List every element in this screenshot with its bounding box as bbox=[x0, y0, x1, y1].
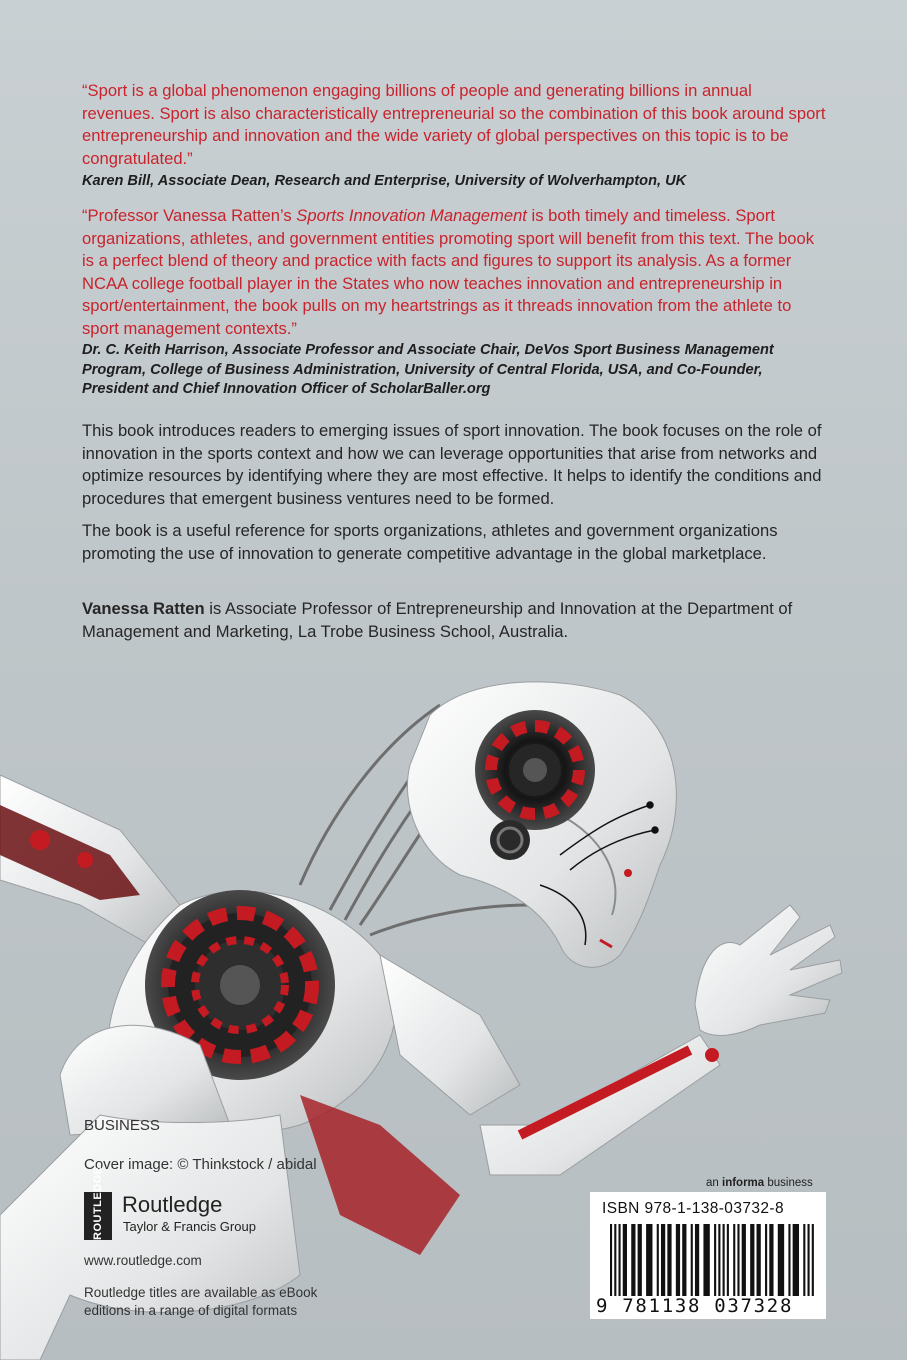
barcode-bar bbox=[793, 1224, 799, 1296]
description-paragraph-2: The book is a useful reference for sports organizations, athletes and government organizations promoting the use of innovation to generate competitive advantage in the global marketplace. bbox=[82, 521, 778, 563]
barcode-bar bbox=[812, 1224, 814, 1296]
barcode-bar bbox=[727, 1224, 729, 1296]
barcode-bar bbox=[703, 1224, 709, 1296]
endorsement-attribution-1: Karen Bill, Associate Dean, Research and Enterprise, University of Wolverhampton, UK bbox=[82, 173, 687, 189]
informa-suffix: business bbox=[764, 1177, 813, 1189]
quote-2-intro: “Professor Vanessa Ratten’s bbox=[82, 206, 297, 225]
barcode-bar bbox=[757, 1224, 761, 1296]
barcode-bar bbox=[733, 1224, 735, 1296]
barcode-bar bbox=[631, 1224, 635, 1296]
publisher-logo bbox=[84, 1166, 284, 1244]
barcode-bar bbox=[661, 1224, 665, 1296]
barcode-bar bbox=[614, 1224, 616, 1296]
barcode-bar bbox=[723, 1224, 725, 1296]
category-label: BUSINESS bbox=[84, 1117, 160, 1134]
endorsement-quote-1: “Sport is a global phenomenon engaging billions of people and generating billions in annual revenues. Sport is also characteristically entrepreneurial so the combination of this book around sport entrepreneurship and innovation and the wide variety of global perspectives on this topic is to be congratulated.” bbox=[82, 81, 826, 168]
barcode-bar bbox=[676, 1224, 680, 1296]
routledge-logo-mark: ROUTLEDGE bbox=[84, 1192, 112, 1240]
isbn-label: ISBN 978-1-138-03732-8 bbox=[602, 1200, 784, 1217]
barcode-bar bbox=[750, 1224, 754, 1296]
barcode-bar bbox=[695, 1224, 699, 1296]
endorsement-quote-2 bbox=[82, 205, 827, 341]
robot-front-arm bbox=[380, 955, 520, 1115]
quote-2-body: is both timely and timeless. Sport organizations, athletes, and government entities promoting sport will benefit from this text. The book is a perfect blend of theory and practice with facts and figures to support its analysis. As a former NCAA college football player in the States who now teaches innovation and entrepreneurship in sport/entertainment, the book pulls on my heartstrings as it threads innovation from the athlete to sport management contexts.” bbox=[82, 206, 815, 338]
robot-hand bbox=[695, 905, 842, 1035]
description-paragraph-1: This book introduces readers to emerging issues of sport innovation. The book focuses on the role of innovation in the sports context and how we can leverage opportunities that arise from networks and optimize resources by identifying where they are most effective. It helps to identify the conditions and procedures that emergent business ventures need to be formed. bbox=[82, 421, 822, 508]
informa-business-label bbox=[706, 1177, 813, 1189]
cover-credit: Cover image: © Thinkstock / abidal bbox=[84, 1156, 317, 1173]
barcode-digits: 9 781138 037328 bbox=[596, 1295, 794, 1317]
barcode-bar bbox=[808, 1224, 810, 1296]
barcode-bar bbox=[638, 1224, 642, 1296]
barcode-bar bbox=[737, 1224, 739, 1296]
barcode-bar bbox=[714, 1224, 716, 1296]
barcode-bar bbox=[778, 1224, 784, 1296]
informa-brand: informa bbox=[722, 1177, 765, 1189]
barcode-bar bbox=[718, 1224, 720, 1296]
barcode-bars bbox=[610, 1224, 816, 1296]
barcode-bar bbox=[646, 1224, 652, 1296]
barcode-bar bbox=[618, 1224, 620, 1296]
barcode-bar bbox=[788, 1224, 790, 1296]
barcode-bar bbox=[623, 1224, 627, 1296]
barcode-bar bbox=[769, 1224, 773, 1296]
book-title-reference: Sports Innovation Management bbox=[296, 206, 527, 225]
barcode-bar bbox=[682, 1224, 686, 1296]
isbn-barcode-box bbox=[590, 1192, 826, 1319]
barcode-bar bbox=[610, 1224, 612, 1296]
publisher-group: Taylor & Francis Group bbox=[123, 1219, 256, 1234]
endorsement-attribution-2: Dr. C. Keith Harrison, Associate Professor and Associate Chair, DeVos Sport Business Management Program, College of Business Administration, University of Central Florida, USA, and Co-Founder, President and Chief Innovation Officer of ScholarBaller.org bbox=[82, 342, 774, 397]
barcode-bar bbox=[691, 1224, 693, 1296]
author-bio-text: is Associate Professor of Entrepreneurship and Innovation at the Department of Management and Marketing, La Trobe Business School, Australia. bbox=[82, 599, 793, 641]
barcode-bar bbox=[667, 1224, 671, 1296]
author-name: Vanessa Ratten bbox=[82, 599, 205, 618]
publisher-name: Routledge bbox=[122, 1192, 223, 1217]
publisher-website: www.routledge.com bbox=[84, 1253, 202, 1268]
barcode-bar bbox=[742, 1224, 746, 1296]
ebook-availability-note: Routledge titles are available as eBook editions in a range of digital formats bbox=[84, 1285, 318, 1318]
barcode-bar bbox=[657, 1224, 659, 1296]
barcode-bar bbox=[765, 1224, 767, 1296]
barcode-bar bbox=[803, 1224, 805, 1296]
informa-prefix: an bbox=[706, 1177, 722, 1189]
author-bio bbox=[82, 598, 827, 643]
